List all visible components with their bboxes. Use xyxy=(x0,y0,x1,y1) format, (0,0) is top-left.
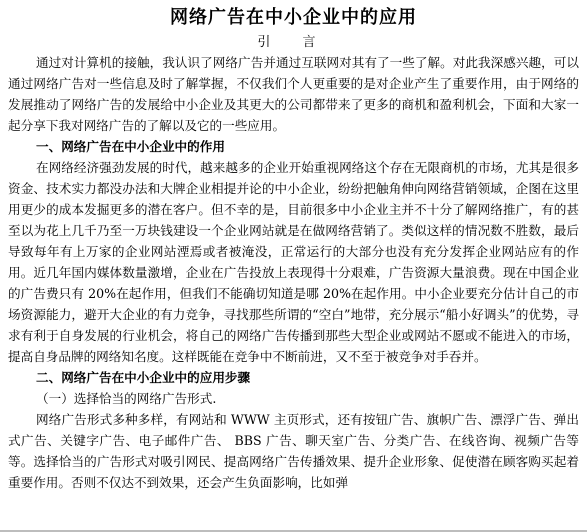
intro-paragraph: 通过对计算机的接触，我认识了网络广告并通过互联网对其有了一些了解。对此我深感兴趣，可以通过网络广告对一些信息及时了解掌握，不仅我们个人更重要的是对企业产生了重要作用，由于网络的发展推动了网络广告的发展给中小企业及其更大的公司都带来了更多的商机和盈利机会，下面和大家一起分享下我对网络广告的了解以及它的一些应用。 xyxy=(8,55,579,133)
section-2-subheading-1: （一）选择恰当的网络广告形式. xyxy=(36,391,217,406)
section-1-heading: 一、网络广告在中小企业中的作用 xyxy=(36,139,225,154)
section-2-paragraph-1: 网络广告形式多种多样，有网站和 WWW 主页形式，还有按钮广告、旗帜广告、漂浮广告、弹出式广告、关键字广告、电子邮件广告、 BBS 广告、聊天室广告、分类广告、在线咨询、视频广告等等。选择恰当的广告形式对吸引网民、提高网络广告传播效果、提升企业形象、促使潜在顾客购买起着重要作用。否则不仅达不到效果，还会产生负面影响，比如弹 xyxy=(8,412,579,490)
section-1-paragraph: 在网络经济强劲发展的时代，越来越多的企业开始重视网络这个存在无限商机的市场，尤其是很多资金、技术实力都没办法和大牌企业相提并论的中小企业，纷纷把触角伸向网络营销领域，企图在这里用更少的成本发掘更多的潜在客户。但不幸的是，目前很多中小企业主并不十分了解网络推广，有的甚至以为花上几千乃至一万块钱建设一个企业网站就是在做网络营销了。类似这样的情况数不胜数，最后导致每年有上万家的企业网站湮焉或者被淹没，正常运行的大部分也没有充分发挥企业网站应有的作用。近几年国内媒体数量激增，企业在广告投放上表现得十分艰难，广告资源大量浪费。现在中国企业的广告费只有 20%在起作用，但我们不能确切知道是哪 20%在起作用。中小企业要充分估计自己的市场资源能力，避开大企业的有力竞争，寻找那些所谓的“空白”地带，充分展示“船小好调头”的优势，寻求有利于自身发展的行业机会，将自己的网络广告传播到那些大型企业或网站不愿或不能进入的市场，提高自身品牌的网络知名度。这样既能在竞争中不断前进，又不至于被竞争对手吞并。 xyxy=(8,160,579,364)
section-2-heading: 二、网络广告在中小企业中的应用步骤 xyxy=(36,370,251,385)
intro-heading: 引 言 xyxy=(257,35,330,50)
document-title: 网络广告在中小企业中的应用 xyxy=(170,7,417,28)
